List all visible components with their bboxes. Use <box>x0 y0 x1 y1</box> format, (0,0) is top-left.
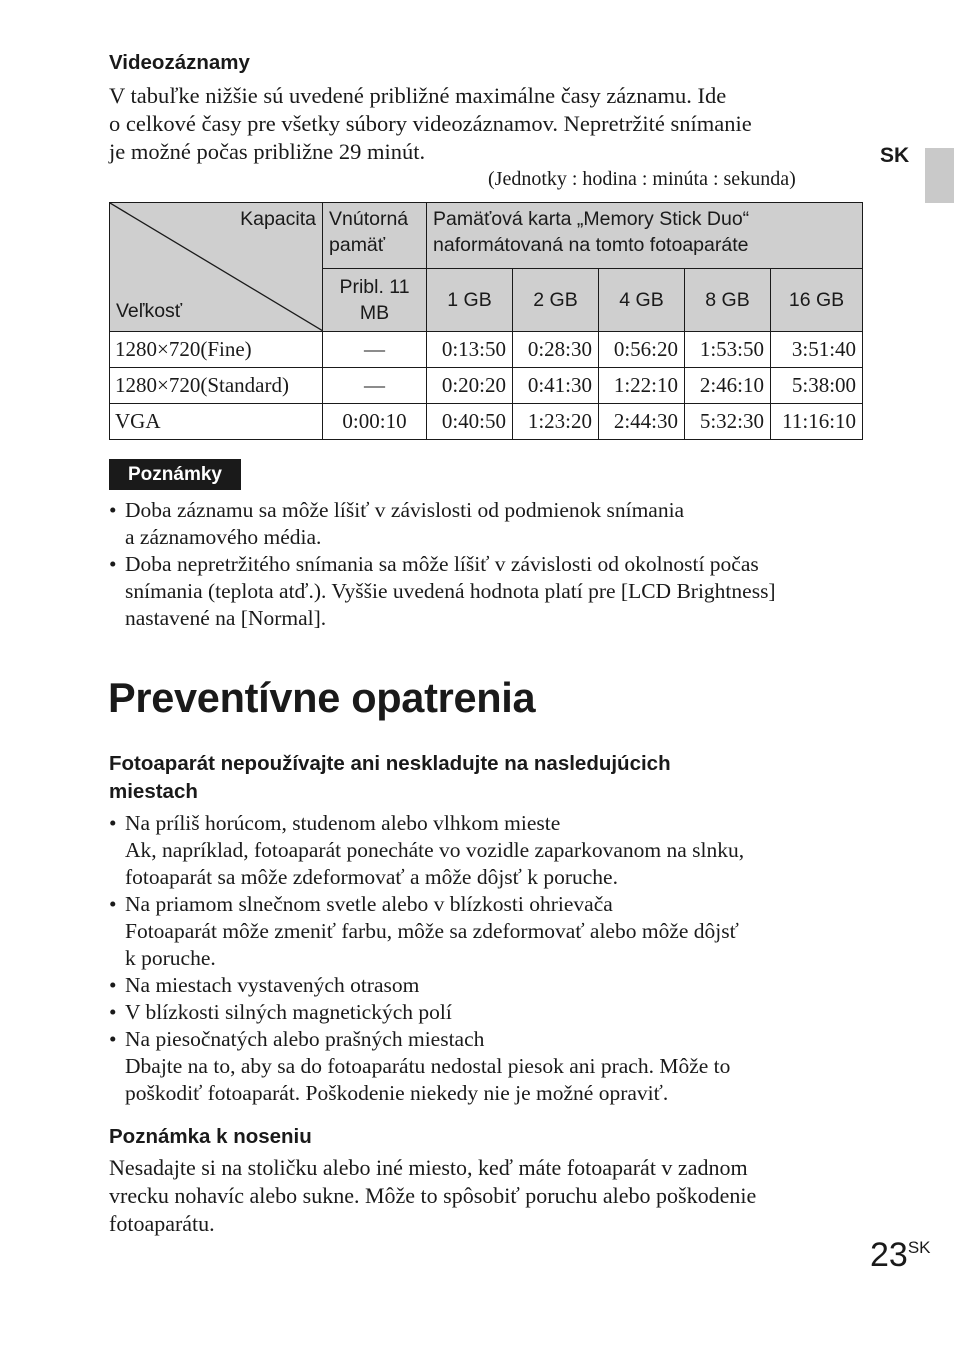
language-tab-marker <box>925 148 954 203</box>
size-cell: 1280×720(Standard) <box>110 368 323 404</box>
notes-badge: Poznámky <box>109 459 241 490</box>
capacity-header: 1 GB <box>427 268 513 332</box>
page-number-value: 23 <box>870 1236 908 1274</box>
time-cell: 5:32:30 <box>685 404 771 440</box>
language-tab-label: SK <box>880 144 910 167</box>
corner-header <box>110 203 323 332</box>
time-cell: 2:46:10 <box>685 368 771 404</box>
time-cell: 0:40:50 <box>427 404 513 440</box>
subheading-line: miestach <box>109 780 198 803</box>
subheading-line: Fotoaparát nepoužívajte ani neskladujte na nasledujúcich <box>109 752 671 775</box>
precaution-line: Dbajte na to, aby sa do fotoaparátu nedostal piesok ani prach. Môže to <box>125 1054 731 1078</box>
list-item <box>109 497 776 551</box>
table-row <box>110 368 863 404</box>
bullet-icon: • <box>109 892 117 916</box>
time-cell: 1:53:50 <box>685 332 771 368</box>
video-heading: Videozáznamy <box>109 51 250 74</box>
time-cell: 1:22:10 <box>599 368 685 404</box>
size-cell: VGA <box>110 404 323 440</box>
precautions-list <box>109 810 744 1107</box>
internal-memory-header: Vnútorná pamäť <box>323 203 427 269</box>
bullet-icon: • <box>109 811 117 835</box>
bullet-icon: • <box>109 1000 117 1024</box>
page-number <box>870 1236 931 1275</box>
bullet-icon: • <box>109 498 117 522</box>
precaution-line: Ak, napríklad, fotoaparát ponecháte vo vozidle zaparkovanom na slnku, <box>125 838 745 862</box>
note-line: a záznamového média. <box>125 525 322 549</box>
size-label: Veľkosť <box>116 300 183 322</box>
precaution-line: V blízkosti silných magnetických polí <box>125 1000 452 1024</box>
capacity-header: 4 GB <box>599 268 685 332</box>
list-item <box>109 891 744 972</box>
video-line: je možné počas približne 29 minút. <box>109 139 426 164</box>
page-number-suffix: SK <box>907 1238 931 1257</box>
precaution-line: Na miestach vystavených otrasom <box>125 973 420 997</box>
bullet-icon: • <box>109 973 117 997</box>
carrying-line: fotoaparátu. <box>109 1211 215 1236</box>
carrying-paragraph <box>109 1154 756 1238</box>
capacity-label: Kapacita <box>240 208 316 230</box>
list-item <box>109 999 744 1026</box>
time-cell: 5:38:00 <box>771 368 863 404</box>
size-cell: 1280×720(Fine) <box>110 332 323 368</box>
carrying-line: vrecku nohavíc alebo sukne. Môže to spôsobiť poruchu alebo poškodenie <box>109 1183 757 1208</box>
note-line: Doba nepretržitého snímania sa môže líšiť v závislosti od okolností počas <box>125 552 759 576</box>
video-line: V tabuľke nižšie sú uvedené približné maximálne časy záznamu. Ide <box>109 83 727 108</box>
precaution-line: Fotoaparát môže zmeniť farbu, môže sa zdeformovať alebo môže dôjsť <box>125 919 739 943</box>
time-cell: 0:28:30 <box>513 332 599 368</box>
list-item <box>109 551 776 632</box>
time-cell: 2:44:30 <box>599 404 685 440</box>
internal-time-cell: 0:00:10 <box>323 404 427 440</box>
precaution-line: Na piesočnatých alebo prašných miestach <box>125 1027 485 1051</box>
units-note: (Jednotky : hodina : minúta : sekunda) <box>488 168 796 190</box>
list-item <box>109 1026 744 1107</box>
notes-list <box>109 497 776 632</box>
recording-time-table <box>109 202 863 440</box>
capacity-header: 16 GB <box>771 268 863 332</box>
internal-capacity-header: Pribl. 11 MB <box>323 268 427 332</box>
note-line: Doba záznamu sa môže líšiť v závislosti od podmienok snímania <box>125 498 685 522</box>
capacity-header: 2 GB <box>513 268 599 332</box>
time-cell: 0:56:20 <box>599 332 685 368</box>
capacity-header: 8 GB <box>685 268 771 332</box>
memory-card-header: Pamäťová karta „Memory Stick Duo“ naformátovaná na tomto fotoaparáte <box>427 203 863 269</box>
time-cell: 0:13:50 <box>427 332 513 368</box>
precaution-line: Na príliš horúcom, studenom alebo vlhkom mieste <box>125 811 561 835</box>
time-cell: 0:20:20 <box>427 368 513 404</box>
precaution-line: poškodiť fotoaparát. Poškodenie niekedy nie je možné opraviť. <box>125 1081 669 1105</box>
table-row <box>110 332 863 368</box>
video-line: o celkové časy pre všetky súbory videozáznamov. Nepretržité snímanie <box>109 111 752 136</box>
video-paragraph <box>109 82 752 166</box>
table-row <box>110 404 863 440</box>
time-cell: 3:51:40 <box>771 332 863 368</box>
bullet-icon: • <box>109 552 117 576</box>
time-cell: 1:23:20 <box>513 404 599 440</box>
precaution-line: k poruche. <box>125 946 216 970</box>
note-line: snímania (teplota atď.). Vyššie uvedená hodnota platí pre [LCD Brightness] <box>125 579 776 603</box>
note-line: nastavené na [Normal]. <box>125 606 327 630</box>
carrying-heading: Poznámka k noseniu <box>109 1125 312 1148</box>
carrying-line: Nesadajte si na stoličku alebo iné miesto, keď máte fotoaparát v zadnom <box>109 1155 748 1180</box>
precaution-line: fotoaparát sa môže zdeformovať a môže dôjsť k poruche. <box>125 865 618 889</box>
time-cell: 0:41:30 <box>513 368 599 404</box>
internal-time-cell: — <box>323 368 427 404</box>
precautions-subheading <box>109 750 671 806</box>
list-item <box>109 972 744 999</box>
precaution-line: Na priamom slnečnom svetle alebo v blízkosti ohrievača <box>125 892 613 916</box>
page-title: Preventívne opatrenia <box>108 674 536 721</box>
time-cell: 11:16:10 <box>771 404 863 440</box>
bullet-icon: • <box>109 1027 117 1051</box>
list-item <box>109 810 744 891</box>
internal-time-cell: — <box>323 332 427 368</box>
